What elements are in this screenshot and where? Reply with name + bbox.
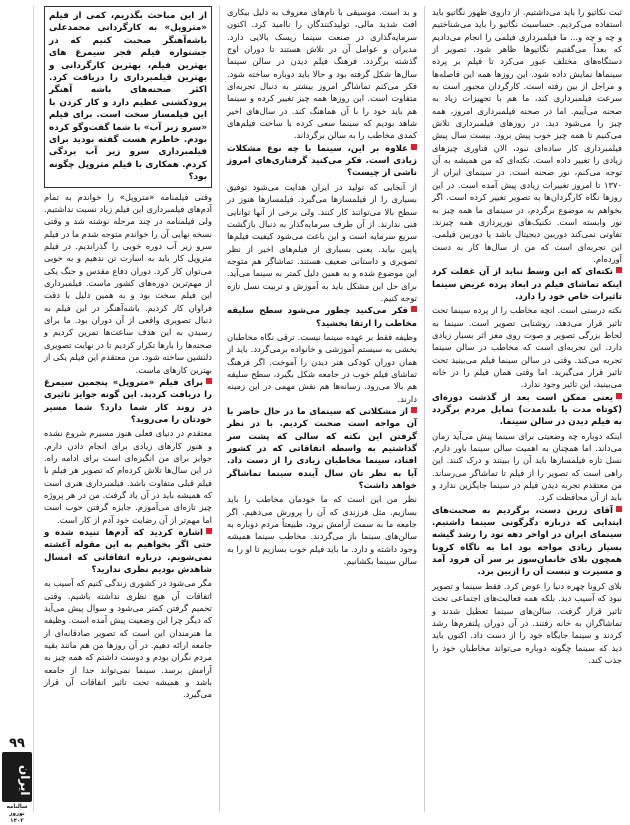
interview-question <box>227 305 417 330</box>
question-marker-icon <box>411 306 417 312</box>
interview-question <box>432 392 622 429</box>
body-paragraph: نظر من این است که ما خودمان مخاطب را باید بسازیم. مثل فرزندی که آن را پرورش می‌دهیم. اگر جامعه ما به سمت آرامش برود، طبیعتاً مردم دوباره به سالن‌های سینما باز می‌گردند. مخاطب سینما همیشه وجود داشته و دارد. ما باید فیلم خوب بسازیم تا او را به سالن سینما بکشانیم. <box>227 494 417 567</box>
column-divider <box>424 6 425 812</box>
question-text: اشاره کردید که آدم‌ها تنیده شده و حتی اگر بخواهیم به این مقوله آغشته نمی‌شویم. درباره اتفاقاتی که امسال شاهدش بودیم نظری ندارید؟ <box>44 527 212 575</box>
question-text: نکته‌ای که این وسط نباید از آن غفلت کرد اینکه تماشای فیلم در ابعاد پرده عریض سینما تاثیرات خاص خود را دارد. <box>432 267 622 302</box>
interview-question <box>432 266 622 303</box>
interview-question <box>44 527 212 576</box>
body-paragraph: وظیفه فقط بر عهده سینما نیست. ترقی نگاه مخاطبان بخشی به سیستم آموزشی و خانواده برمی‌گردد. باید از همان دوران کودکی هنر دیدن را آموخت. اگر فرهنگ تماشای فیلم خوب در جامعه شکل بگیرد، سطح سلیقه هم بالا می‌رود. رسانه‌ها هم نقش مهمی در این زمینه دارند. <box>227 331 417 404</box>
article-column-middle <box>227 6 417 812</box>
magazine-logo <box>2 752 32 802</box>
article-column-left <box>44 6 212 812</box>
question-marker-icon <box>206 378 212 384</box>
question-marker-icon <box>411 144 417 150</box>
question-text: از این مباحث بگذریم، کمی از فیلم «متروپل» به کارگردانی محمدعلی باشه‌آهنگر صحبت کنیم که در جشنواره فیلم فجر سیمرغ های بهترین فیلم، بهترین کارگردانی و بهترین فیلمبرداری را دریافت کرد. اکثر صحنه‌های باشه آهنگر پرودکشنی عظیم دارد و کار کردن با این فیلمساز سخت است. برای فیلم «سرو زیر آب» با شما گفت‌وگو کرده بودم. خاطرم هست گفته بودید برای فیلمبرداری سرو زیر آب بردگی کردم. همکاری با فیلم متروپل چگونه بود؟ <box>49 11 207 183</box>
question-marker-icon <box>616 267 622 273</box>
body-paragraph: و بد است. موسیقی با نام‌های معروف به دلیل بیکاری افت شدید مالی، تولیدکنندگان را ناامید کرد. اکنون سرمایه‌گذاری در صنعت سینما ریسک بالایی دارد. مدیران و عوامل آن در تلاش هستند تا دوران اوج گذشته برگردد. فرهنگ فیلم دیدن در سالن سینما سال‌ها شکل گرفته بود و حالا باید دوباره ساخته شود. فکر می‌کنم تماشاگر امروز بیشتر به دنبال تجربه‌ای متفاوت است. این روزها همه چیز تغییر کرده و سینما هم باید خود را با آن هماهنگ کند. در سال‌های اخیر شاهد بودیم که سینما سعی کرده با ساخت فیلم‌های کمدی مخاطب را به سالن برگرداند. <box>227 7 417 141</box>
body-paragraph: نکته درستی است. انچه مخاطب را از پرده سینما تحت تاثیر قرار می‌دهد، روشنایی تصویر است. سینما به لحاظ بزرگی تصویر و صوت روی مغز اثر بسیار زیادی دارد. این تجربه‌ای است که مخاطب در سالن سینما تجربه می‌کند. وقتی در سالن سینما فیلم می‌بینید تحت تاثیر قرار می‌گیرید. اما وقتی همان فیلم را در خانه می‌بینید، این تاثیر وجود ندارد. <box>432 305 622 390</box>
body-paragraph: ثبت نکاتیو را باید می‌داشتیم. از داروی ظهور نگاتیو باید استفاده می‌کردیم. حساسیت نگاتیو را باید می‌شناختیم و چه و چه و... ما فیلمبرداری فیلمی را انجام می‌دادیم که بعداً می‌گفتیم نگاتیوها ظاهر شود. تصویر از دستگاه‌های مختلف عبور می‌کرد تا فیلم بر پرده سینماها نمایش داده شود. این روزها همه این فاصله‌ها و مراحل از بین رفته است. کارگردان مجبور است به سرعت فیلمبرداری کند، ما هم با تجهیزات زیاد به صحنه می‌آییم. اما در صحنه فیلمبرداری امروز، همه چیز را می‌شود دید. در روزهای فیلمبرداری تلاش می‌کنیم تا همه چیز خوب پیش برود. بیست سال پیش فیلمبرداری کار ساده‌ای نبود، الان فناوری چیزهای زیادی را تغییر داده است. نکته‌ای که من همیشه به آن توجه می‌کنم، نور صحنه است. در سینمای ایران از ۱۳۷۰ تا امروز تغییرات زیادی پیش آمده است. در این روزها نگاه کارگردان‌ها به تصویر تغییر کرده است. اگر بخواهم به موضوع برگردم، در سینمای ما همه چیز به نور وابسته است. تکنیک‌های نورپردازی همه چیزند. تفاوتی نمی‌کند دوربین دیجیتال باشد یا دوربین فیلمی. این تجربه‌ای است که من از سال‌ها کار به دست آورده‌ام. <box>432 7 622 264</box>
margin-divider <box>33 6 34 812</box>
interview-question <box>432 505 622 579</box>
question-text: علاوه بر این، سینما با چه نوع مشکلات زیادی است. فکر می‌کنید گرفتاری‌های امروز ناشی از چیست؟ <box>227 143 417 179</box>
body-paragraph: مگر می‌شود در کشوری زندگی کنیم که آسیب به اتفاقات آن هیچ نظری نداشته باشیم. وقتی تحمیم گرفتن کمتر می‌شود و سوال پیش می‌آید که دیگر چرا این وضعیت پیش آمده است. وظیفه ما هنرمندان این است که تصویر صادقانه‌ای از جامعه ارائه دهیم. در آن روزها من هم مانند بقیه مردم نگران بودم و دوست داشتم که همه چیز به آرامش برسد. سینما نمی‌تواند جدا از جامعه باشد و همیشه تحت تاثیر اتفاقات آن قرار می‌گیرد. <box>44 578 212 700</box>
question-text: از مشکلاتی که سینمای ما در حال حاضر با آن مواجه است صحبت کردیم. با در نظر گرفتن این نکته که سالی که پشت سر گذاشتیم به واسطه اتفاقاتی که در کشور افتاد، سینما مخاطبان زیادی را از دست داد. آیا به نظر تان سال آینده سینما تماشاگر خواهد داشت؟ <box>227 407 417 492</box>
question-text: آقای زرین دست، برگردیم به صحبت‌های ابتدایی که درباره دگرگونی سینما داشتیم. سینمای ایران در اواخر دهه نود را رشد گیشه بسیار زیادی مواجه بود اما به ناگاه کرونا همچون بلای خانمان‌سوز بر سر آن فرود آمد و مسیرت و تبست آن را ازبین برد. <box>432 505 622 578</box>
question-marker-icon <box>616 393 622 399</box>
page-margin <box>0 0 40 824</box>
body-paragraph: اینکه دوباره چه وضعیتی برای سینما پیش می‌آید زمان می‌داند. اما همچنان به اهمیت سالن سینما باور دارم. نسل تازه فیلمسازها باید آن را ببینند و درک کنند. این راهی است که تصویر را از فیلم تا تماشاگر می‌رساند. من معتقدم تجربه دیدن فیلم در سینما جایگزین ندارد و باید از آن محافظت کرد. <box>432 430 622 503</box>
body-paragraph: وقتی فیلمنامه «متروپل» را خواندم به تمام آدم‌های فیلمبرداری این فیلم زیاد نسبت نداشتیم. ولی فیلمنامه در چند مرحله نوشته شد و وقتی نسخه نهایی آن را خواندم متوجه شدم ما در فیلم سرو زیر آب دوره خوبی را گذراندیم. در فیلم متروپل کار باید به اسارت تن ندهیم و به خوبی می‌توان کار کرد. دوران دفاع مقدس و جنگ یکی از مهم‌ترین دوره‌های کشور ماست. فیلمبرداری این فیلم سخت بود و به همین دلیل با دقت فراوان کار کردیم. باشه‌آهنگر در این فیلم به دنبال تصویری واقعی از آن دوران بود. ما برای رسیدن به این هدف ساعت‌ها تمرین کردیم و صحنه‌ها را بارها تکرار کردیم تا در نهایت تصویری دلنشین ساخته شود. من معتقدم این فیلم یکی از بهترین کارهای ماست. <box>44 191 212 375</box>
page-number: ۹۹ <box>9 736 25 751</box>
question-marker-icon <box>411 407 417 413</box>
question-text: یعنی ممکن است بعد از گذشت دوره‌ای (کوتاه مدت یا بلندمدت) تمایل مردم برگردد به فیلم دیدن در سالن سینما. <box>432 392 622 428</box>
issue-label: سالنامه نوروز ۱۴۰۲ <box>6 804 28 824</box>
body-paragraph: از آنجایی که تولید در ایران هدایت می‌شود توفیق بسیاری را از فیلمسازها می‌گیرد. فیلمسازها هنوز در سطح بالا می‌توانند کار کنند. ولی برخی از آنها توانایی فنی ندارند. از آن طرف سرمایه‌گذار به دنبال بازگشت سریع سرمایه است و این باعث می‌شود کیفیت فیلم‌ها پایین بیاید. یعنی بسیاری از فیلم‌های اخیر از نظر تصویری و داستانی ضعیف هستند. تماشاگر هم متوجه این موضوع شده و به همین دلیل کمتر به سینما می‌آید. برای حل این مشکل باید به آموزش و تربیت نسل تازه توجه کنیم. <box>227 181 417 303</box>
question-marker-icon <box>206 528 212 534</box>
question-text: برای فیلم «متروپل» پنجمین سیمرغ را دریافت کردید. این گونه جوایز تاثیری در روند کار شما دارد؟ شما مسیر خودتان را می‌روید؟ <box>44 377 212 425</box>
body-paragraph: معتقدم در دنیای فعلی هنوز مسیرم شروع نشده و هنوز کارهای زیادی برای انجام دادن دارم. جوایز برای من انگیزه‌ای است برای ادامه راه. در این سال‌ها تلاش کرده‌ام که تصویر هر فیلم با فیلم قبلی متفاوت باشد. فیلمبرداری هنری است که همیشه باید در آن یاد گرفت. من در هر پروژه چیز تازه‌ای می‌آموزم. جایزه گرفتن خوب است اما مهم‌تر از آن رضایت خود آدم از کار است. <box>44 428 212 525</box>
article-column-right <box>432 6 622 812</box>
column-divider <box>219 6 220 812</box>
interview-question <box>44 377 212 426</box>
interview-question <box>227 406 417 492</box>
question-marker-icon <box>616 506 622 512</box>
magazine-logo-text: ایران <box>18 764 32 796</box>
boxed-question <box>44 6 212 188</box>
interview-question <box>227 143 417 180</box>
question-text: فکر می‌کنید چطور می‌شود سطح سلیقه مخاطب را ارتقا بخشید؟ <box>227 306 417 329</box>
body-paragraph: بلای کرونا چهره دنیا را عوض کرد. فقط سینما و تصویر نبود که آسیب دید. بلکه همه فعالیت‌های اجتماعی تحت تاثیر قرار گرفت. سالن‌های سینما تعطیل شدند و تماشاگران به خانه رفتند. در آن دوران پلتفرم‌ها رشد کردند و سینما جایگاه خود را از دست داد. اکنون باید دید که سینما چگونه دوباره می‌تواند مخاطبان خود را جذب کند. <box>432 580 622 665</box>
